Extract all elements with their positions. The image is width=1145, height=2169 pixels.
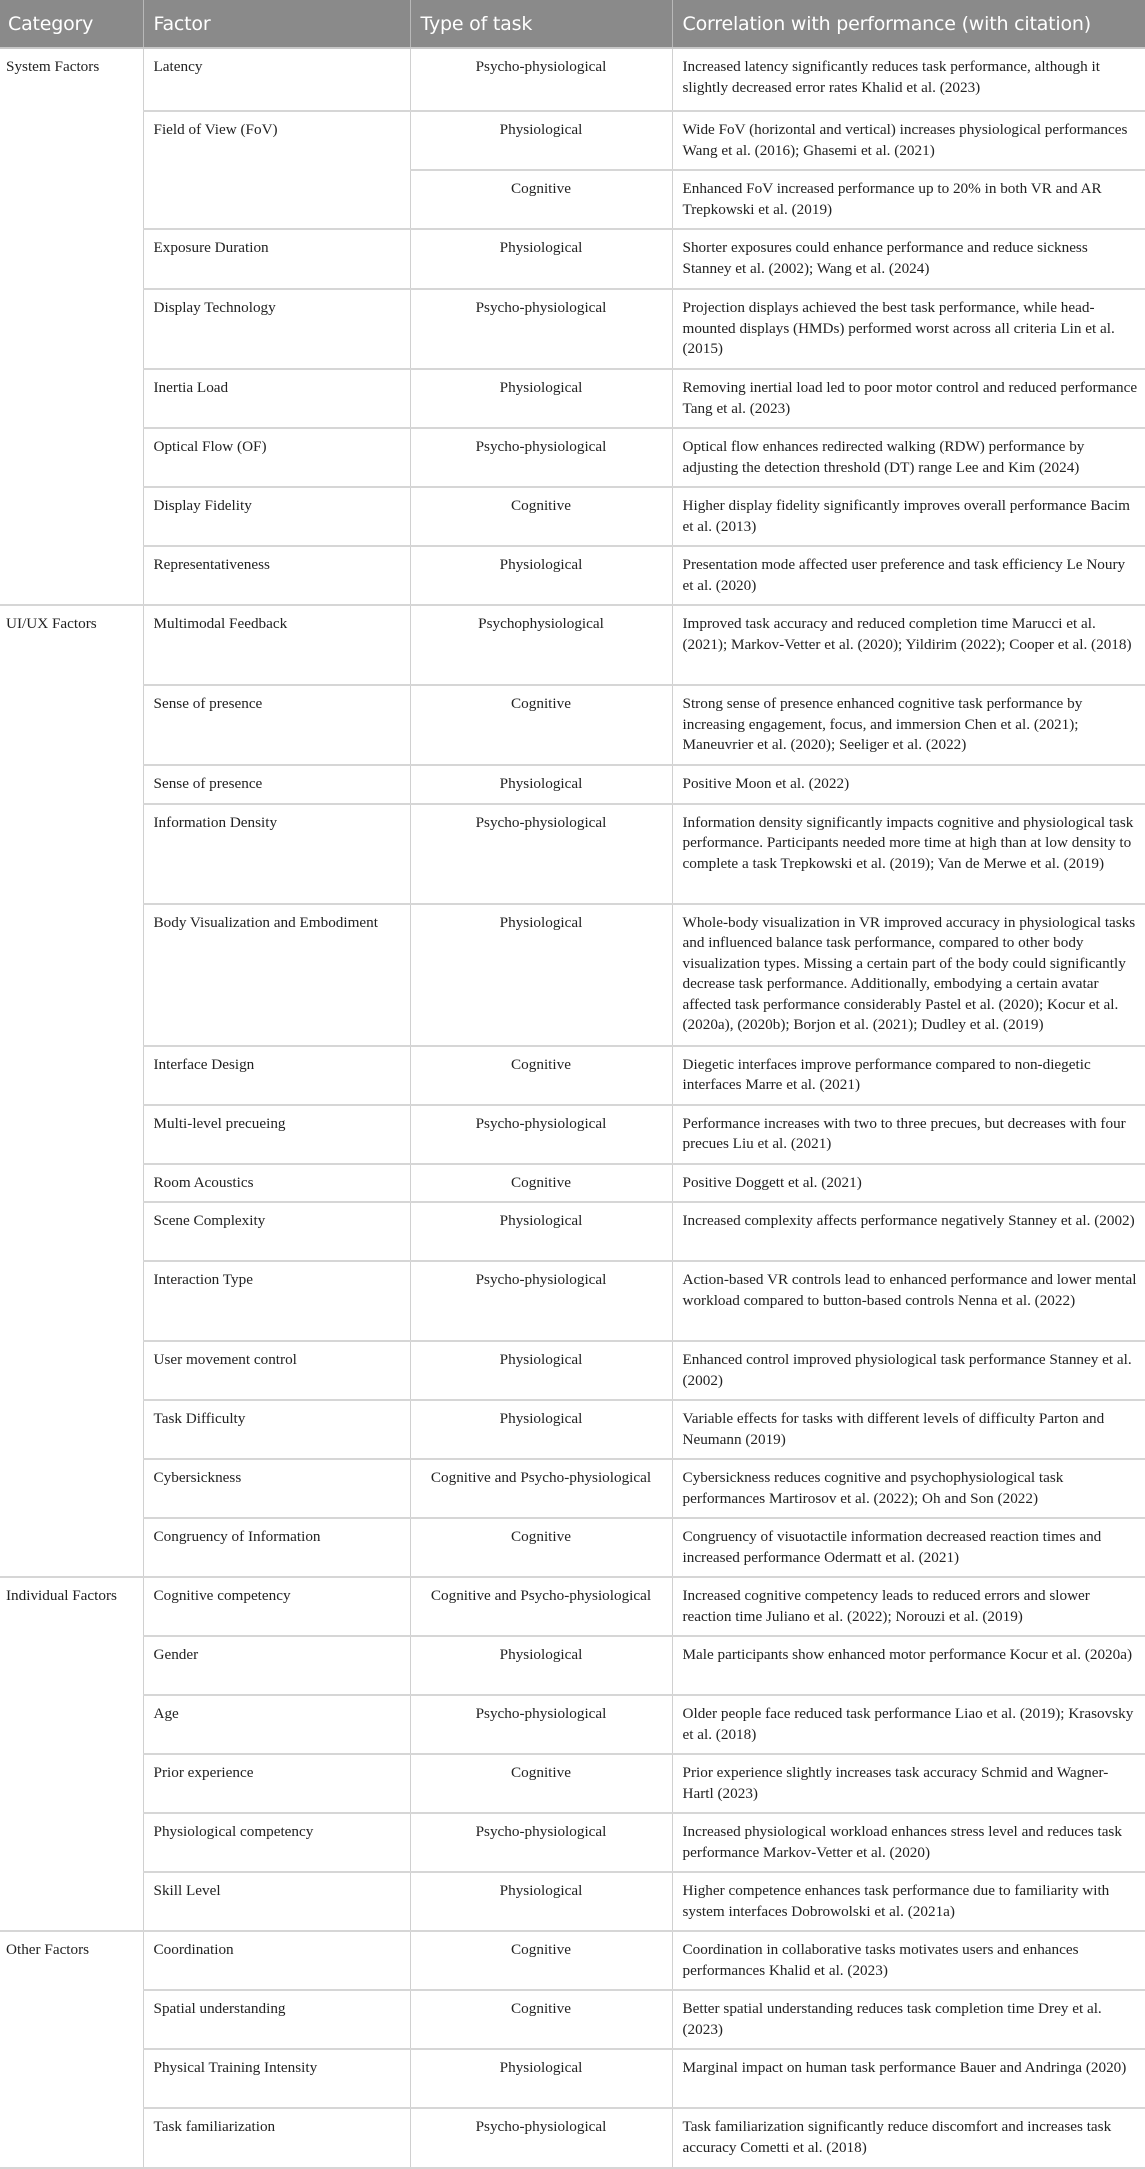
table-body: [0, 48, 1145, 2168]
factor-cell: Congruency of Information: [143, 1518, 410, 1577]
factor-cell: Sense of presence: [143, 685, 410, 765]
type-cell: Psycho-physiological: [410, 1813, 672, 1872]
table-row: [0, 1459, 1145, 1518]
type-cell: Physiological: [410, 2049, 672, 2108]
category-cell: Individual Factors: [0, 1577, 143, 1931]
correlation-cell: Coordination in collaborative tasks motivates users and enhances performances Khalid et al. (2023): [672, 1931, 1145, 1990]
correlation-cell: Prior experience slightly increases task accuracy Schmid and Wagner-Hartl (2023): [672, 1754, 1145, 1813]
table-row: [0, 1261, 1145, 1341]
correlation-cell: Increased complexity affects performance negatively Stanney et al. (2002): [672, 1202, 1145, 1261]
correlation-cell: Shorter exposures could enhance performance and reduce sickness Stanney et al. (2002); Wang et al. (2024): [672, 229, 1145, 289]
type-cell: Psycho-physiological: [410, 289, 672, 369]
type-cell: Cognitive: [410, 1931, 672, 1990]
header-row: [0, 0, 1145, 48]
factor-cell: Optical Flow (OF): [143, 428, 410, 487]
factor-cell: Room Acoustics: [143, 1164, 410, 1203]
correlation-cell: Projection displays achieved the best task performance, while head-mounted displays (HMDs) performed worst across all criteria Lin et al. (2015): [672, 289, 1145, 369]
header-correlation: Correlation with performance (with citation): [672, 0, 1145, 48]
correlation-cell: Increased latency significantly reduces task performance, although it slightly decreased error rates Khalid et al. (2023): [672, 48, 1145, 111]
correlation-cell: Marginal impact on human task performance Bauer and Andringa (2020): [672, 2049, 1145, 2108]
factor-cell: Inertia Load: [143, 369, 410, 428]
correlation-cell: Removing inertial load led to poor motor control and reduced performance Tang et al. (2023): [672, 369, 1145, 428]
correlation-cell: Whole-body visualization in VR improved accuracy in physiological tasks and influenced balance task performance, compared to other body visualization types. Missing a certain part of the body could significantly decrease task performance. Additionally, embodying a certain avatar affected task performance considerably Pastel et al. (2020); Kocur et al. (2020a), (2020b); Borjon et al. (2021); Dudley et al. (2019): [672, 904, 1145, 1046]
correlation-cell: Increased cognitive competency leads to reduced errors and slower reaction time Juliano et al. (2022); Norouzi et al. (2019): [672, 1577, 1145, 1636]
table-row: [0, 48, 1145, 111]
table-row: [0, 1577, 1145, 1636]
correlation-cell: Wide FoV (horizontal and vertical) increases physiological performances Wang et al. (2016); Ghasemi et al. (2021): [672, 111, 1145, 170]
type-cell: Cognitive: [410, 1990, 672, 2049]
type-cell: Cognitive: [410, 685, 672, 765]
factor-cell: Sense of presence: [143, 765, 410, 804]
table-row: [0, 1400, 1145, 1459]
factor-cell: Cybersickness: [143, 1459, 410, 1518]
type-cell: Physiological: [410, 546, 672, 605]
factor-cell: Exposure Duration: [143, 229, 410, 289]
type-cell: Psycho-physiological: [410, 2108, 672, 2168]
factor-cell: Information Density: [143, 804, 410, 904]
type-cell: Cognitive and Psycho-physiological: [410, 1459, 672, 1518]
table-row: [0, 1046, 1145, 1105]
type-cell: Physiological: [410, 369, 672, 428]
correlation-cell: Improved task accuracy and reduced completion time Marucci et al. (2021); Markov-Vetter et al. (2020); Yildirim (2022); Cooper et al. (2018): [672, 605, 1145, 685]
correlation-cell: Presentation mode affected user preference and task efficiency Le Noury et al. (2020): [672, 546, 1145, 605]
factor-cell: Scene Complexity: [143, 1202, 410, 1261]
type-cell: Psycho-physiological: [410, 1105, 672, 1164]
category-cell: System Factors: [0, 48, 143, 605]
table-row: [0, 1695, 1145, 1754]
factor-cell: Task familiarization: [143, 2108, 410, 2168]
factor-cell: Task Difficulty: [143, 1400, 410, 1459]
table-row: [0, 546, 1145, 605]
correlation-cell: Enhanced control improved physiological task performance Stanney et al. (2002): [672, 1341, 1145, 1400]
factor-cell: Field of View (FoV): [143, 111, 410, 229]
type-cell: Psycho-physiological: [410, 428, 672, 487]
table-row: [0, 428, 1145, 487]
correlation-cell: Better spatial understanding reduces task completion time Drey et al. (2023): [672, 1990, 1145, 2049]
table-row: [0, 804, 1145, 904]
table-row: [0, 487, 1145, 546]
factor-cell: Gender: [143, 1636, 410, 1695]
factor-cell: Physiological competency: [143, 1813, 410, 1872]
type-cell: Cognitive: [410, 1046, 672, 1105]
type-cell: Cognitive: [410, 487, 672, 546]
table-row: [0, 2108, 1145, 2168]
table-row: [0, 765, 1145, 804]
table-row: [0, 1636, 1145, 1695]
type-cell: Psycho-physiological: [410, 804, 672, 904]
category-cell: Other Factors: [0, 1931, 143, 2168]
factor-cell: Interaction Type: [143, 1261, 410, 1341]
factor-cell: Multi-level precueing: [143, 1105, 410, 1164]
correlation-cell: Strong sense of presence enhanced cognitive task performance by increasing engagement, focus, and immersion Chen et al. (2021); Maneuvrier et al. (2020); Seeliger et al. (2022): [672, 685, 1145, 765]
factor-cell: Coordination: [143, 1931, 410, 1990]
type-cell: Cognitive: [410, 1754, 672, 1813]
table-row: [0, 1341, 1145, 1400]
factor-cell: Multimodal Feedback: [143, 605, 410, 685]
type-cell: Psychophysiological: [410, 605, 672, 685]
type-cell: Cognitive: [410, 1518, 672, 1577]
factor-cell: Physical Training Intensity: [143, 2049, 410, 2108]
type-cell: Psycho-physiological: [410, 1261, 672, 1341]
correlation-cell: Variable effects for tasks with different levels of difficulty Parton and Neumann (2019): [672, 1400, 1145, 1459]
correlation-cell: Older people face reduced task performance Liao et al. (2019); Krasovsky et al. (2018): [672, 1695, 1145, 1754]
table-row: [0, 1931, 1145, 1990]
table-row: [0, 1872, 1145, 1931]
table-row: [0, 229, 1145, 289]
table-row: [0, 1990, 1145, 2049]
table-row: [0, 1518, 1145, 1577]
type-cell: Physiological: [410, 765, 672, 804]
correlation-cell: Diegetic interfaces improve performance compared to non-diegetic interfaces Marre et al. (2021): [672, 1046, 1145, 1105]
correlation-cell: Performance increases with two to three precues, but decreases with four precues Liu et al. (2021): [672, 1105, 1145, 1164]
correlation-cell: Increased physiological workload enhances stress level and reduces task performance Markov-Vetter et al. (2020): [672, 1813, 1145, 1872]
category-cell: UI/UX Factors: [0, 605, 143, 1577]
factor-cell: Interface Design: [143, 1046, 410, 1105]
type-cell: Physiological: [410, 1400, 672, 1459]
correlation-cell: Higher display fidelity significantly improves overall performance Bacim et al. (2013): [672, 487, 1145, 546]
factor-cell: Cognitive competency: [143, 1577, 410, 1636]
type-cell: Cognitive: [410, 170, 672, 229]
table-row: [0, 904, 1145, 1046]
factor-cell: Spatial understanding: [143, 1990, 410, 2049]
correlation-cell: Information density significantly impacts cognitive and physiological task performance. Participants needed more time at high than at low density to complete a task Trepkowski et al. (2019); Van de Merwe et al. (2019): [672, 804, 1145, 904]
table-row: [0, 1164, 1145, 1203]
factor-cell: Latency: [143, 48, 410, 111]
correlation-cell: Enhanced FoV increased performance up to 20% in both VR and AR Trepkowski et al. (2019): [672, 170, 1145, 229]
correlation-cell: Optical flow enhances redirected walking (RDW) performance by adjusting the detection threshold (DT) range Lee and Kim (2024): [672, 428, 1145, 487]
correlation-cell: Congruency of visuotactile information decreased reaction times and increased performance Odermatt et al. (2021): [672, 1518, 1145, 1577]
type-cell: Cognitive and Psycho-physiological: [410, 1577, 672, 1636]
type-cell: Physiological: [410, 1636, 672, 1695]
correlation-cell: Action-based VR controls lead to enhanced performance and lower mental workload compared to button-based controls Nenna et al. (2022): [672, 1261, 1145, 1341]
table-row: [0, 685, 1145, 765]
type-cell: Psycho-physiological: [410, 48, 672, 111]
table-row: [0, 111, 1145, 170]
factor-cell: Display Technology: [143, 289, 410, 369]
header-factor: Factor: [143, 0, 410, 48]
table-row: [0, 2049, 1145, 2108]
table-row: [0, 1105, 1145, 1164]
table-header: [0, 0, 1145, 48]
table-row: [0, 1754, 1145, 1813]
table-row: [0, 1813, 1145, 1872]
table-row: [0, 289, 1145, 369]
type-cell: Physiological: [410, 229, 672, 289]
type-cell: Physiological: [410, 1872, 672, 1931]
factor-cell: Age: [143, 1695, 410, 1754]
type-cell: Physiological: [410, 1341, 672, 1400]
table-row: [0, 1202, 1145, 1261]
type-cell: Cognitive: [410, 1164, 672, 1203]
factor-cell: User movement control: [143, 1341, 410, 1400]
type-cell: Physiological: [410, 111, 672, 170]
correlation-cell: Male participants show enhanced motor performance Kocur et al. (2020a): [672, 1636, 1145, 1695]
type-cell: Physiological: [410, 1202, 672, 1261]
factor-cell: Prior experience: [143, 1754, 410, 1813]
header-category: Category: [0, 0, 143, 48]
factor-cell: Representativeness: [143, 546, 410, 605]
type-cell: Psycho-physiological: [410, 1695, 672, 1754]
table-row: [0, 369, 1145, 428]
type-cell: Physiological: [410, 904, 672, 1046]
correlation-cell: Higher competence enhances task performance due to familiarity with system interfaces Dobrowolski et al. (2021a): [672, 1872, 1145, 1931]
factor-cell: Display Fidelity: [143, 487, 410, 546]
correlation-cell: Task familiarization significantly reduce discomfort and increases task accuracy Cometti et al. (2018): [672, 2108, 1145, 2168]
table-row: [0, 605, 1145, 685]
header-type: Type of task: [410, 0, 672, 48]
correlation-cell: Positive Doggett et al. (2021): [672, 1164, 1145, 1203]
factor-cell: Skill Level: [143, 1872, 410, 1931]
correlation-cell: Positive Moon et al. (2022): [672, 765, 1145, 804]
correlation-cell: Cybersickness reduces cognitive and psychophysiological task performances Martirosov et al. (2022); Oh and Son (2022): [672, 1459, 1145, 1518]
factor-cell: Body Visualization and Embodiment: [143, 904, 410, 1046]
